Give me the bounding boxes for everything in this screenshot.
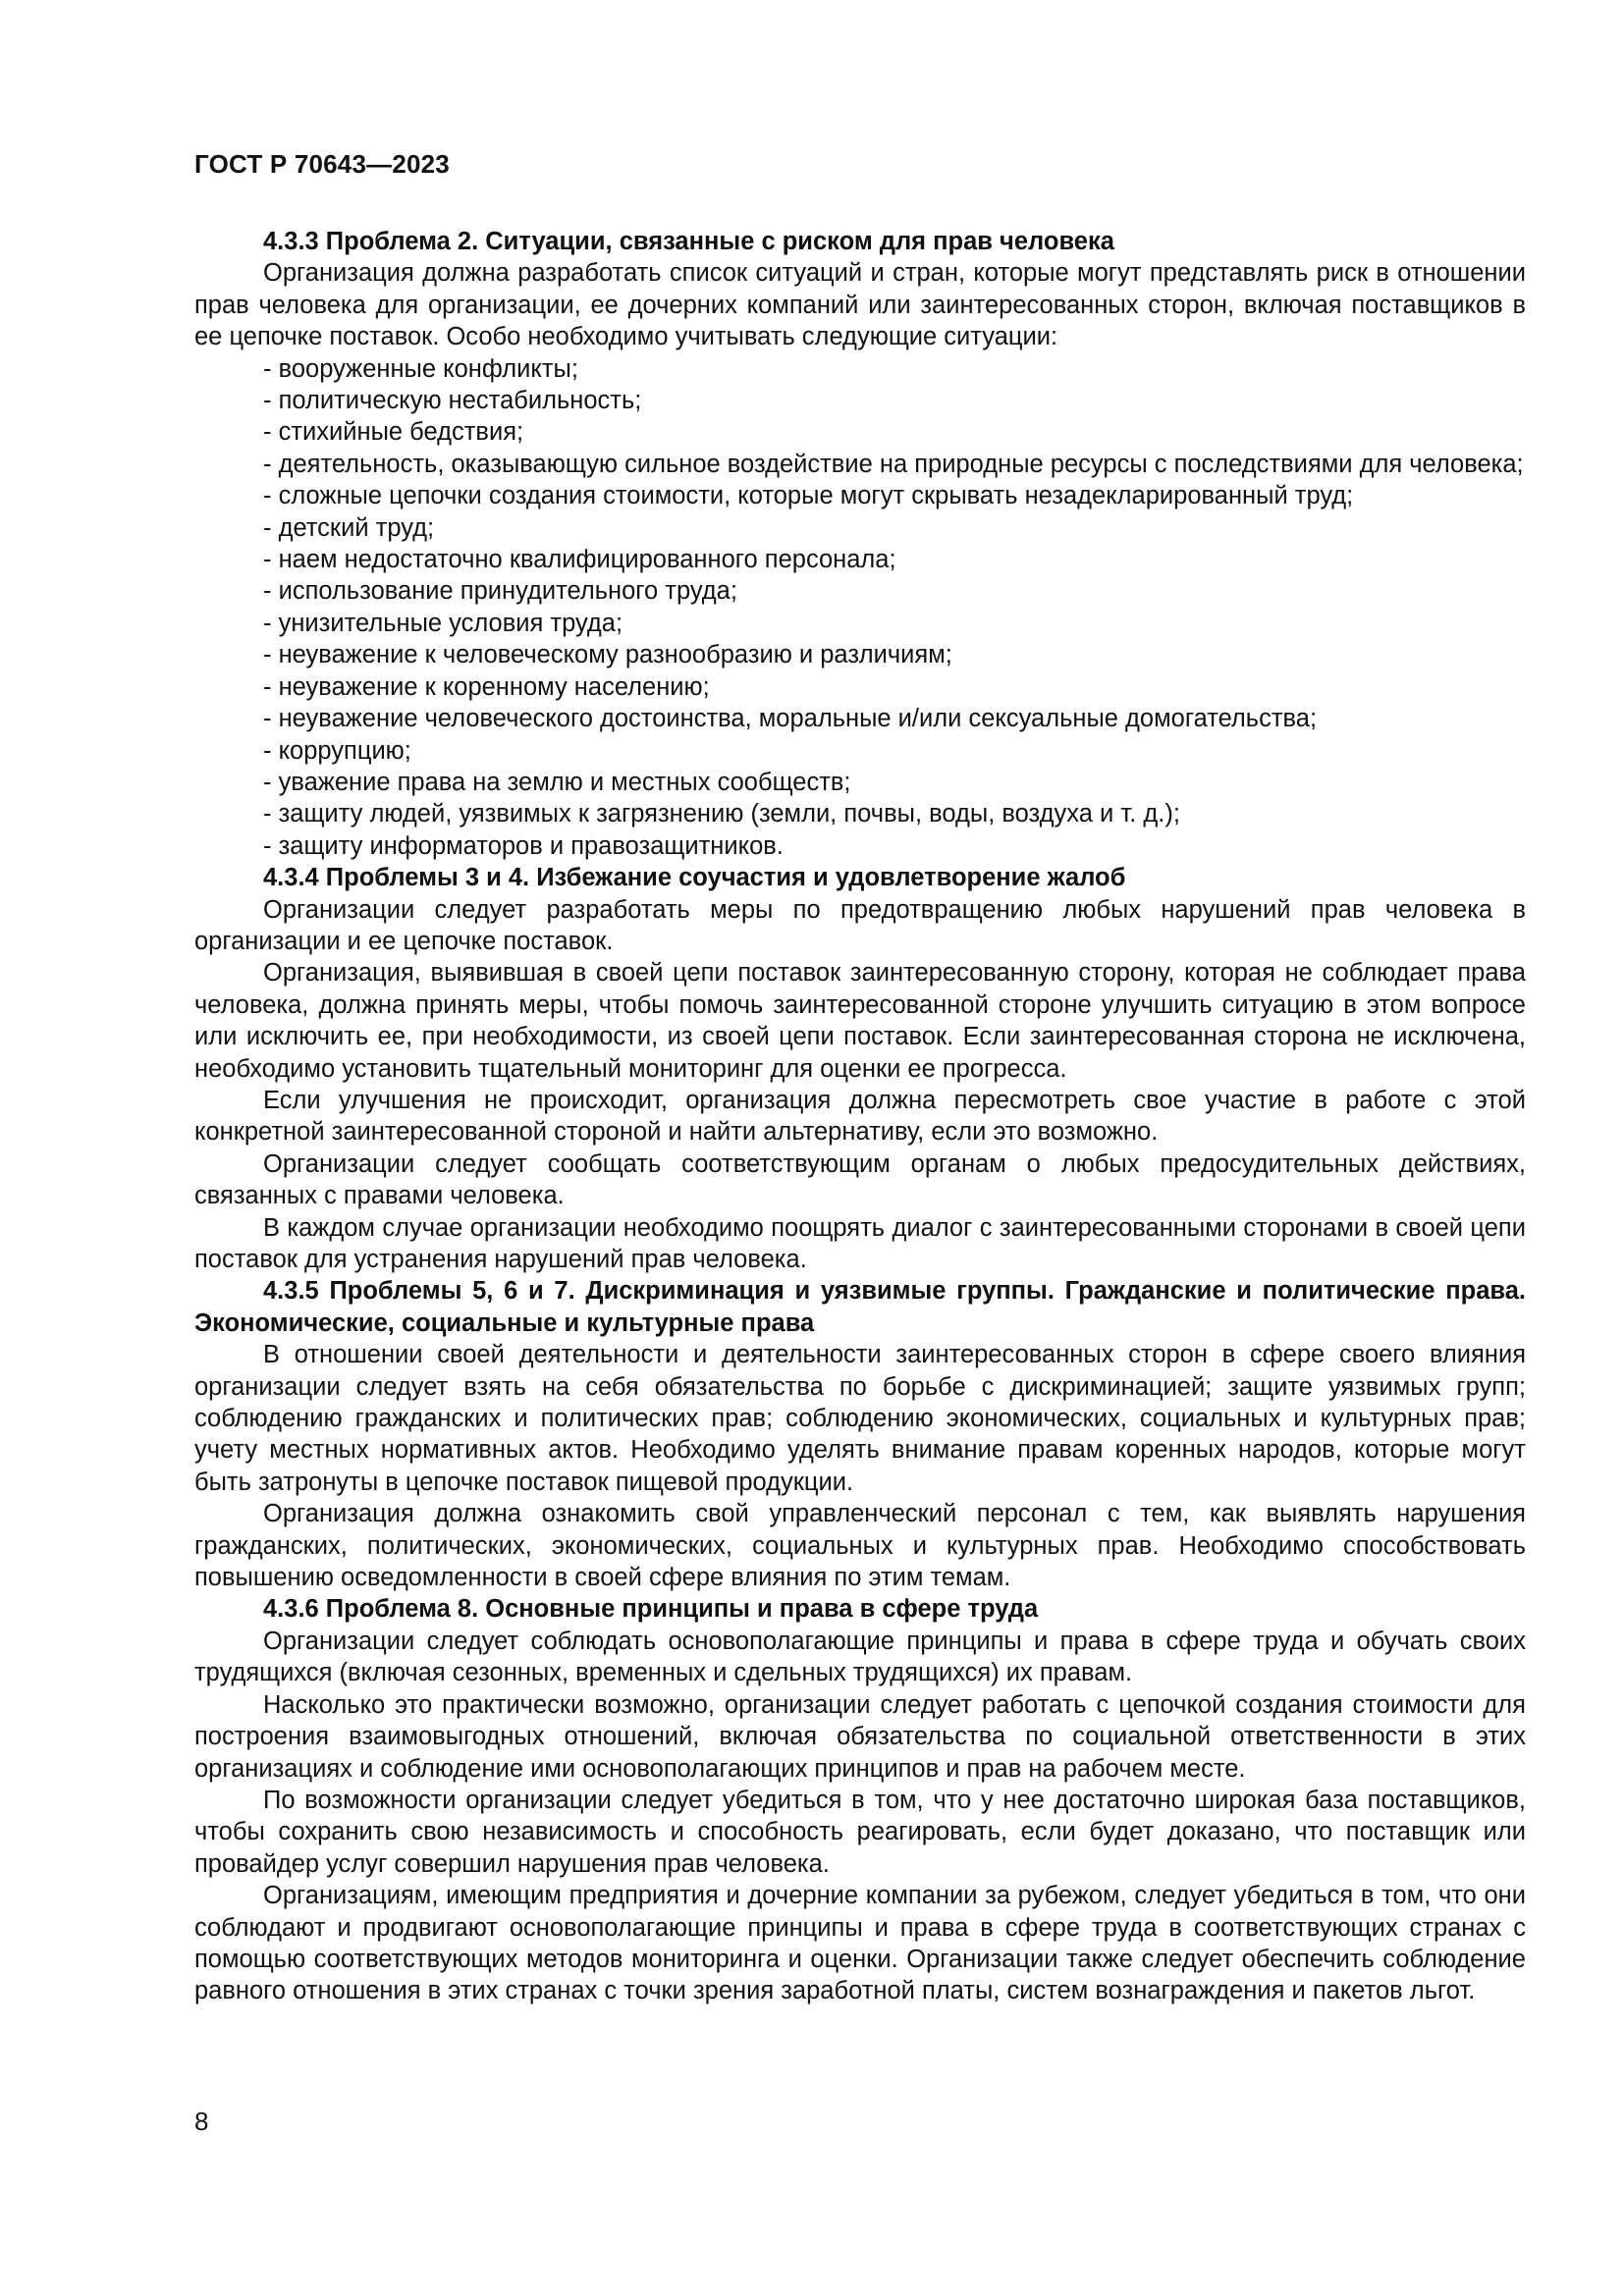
list-item: - наем недостаточно квалифицированного персонала; xyxy=(263,546,896,574)
list-item: - стихийные бедствия; xyxy=(263,418,524,447)
list-item: - защиту людей, уязвимых к загрязнению (земли, почвы, воды, воздуха и т. д.); xyxy=(263,800,1180,828)
list-item: - деятельность, оказывающую сильное воздействие на природные ресурсы с последствиями для человека; xyxy=(263,450,1524,478)
paragraph: Организация должна ознакомить свой управленческий персонал с тем, как выявлять нарушения гражданских, политических, экономических, социальных и культурных прав. Необходимо способствовать повышению осведомленности в своей сфере влияния по этим темам. xyxy=(194,1500,1526,1592)
page-number: 8 xyxy=(194,2107,209,2136)
section-4-3-3-intro: Организация должна разработать список ситуаций и стран, которые могут представлять риск в отношении прав человека для организации, ее дочерних компаний или заинтересованных сторон, включая поставщиков в ее цепочке поставок. Особо необходимо учитывать следующие ситуации: xyxy=(194,259,1526,351)
list-item: - политическую нестабильность; xyxy=(263,387,642,415)
paragraph: Организации следует соблюдать основополагающие принципы и права в сфере труда и обучать своих трудящихся (включая сезонных, временных и сдельных трудящихся) их правам. xyxy=(194,1627,1526,1687)
section-heading-4-3-5: 4.3.5 Проблемы 5, 6 и 7. Дискриминация и уязвимые группы. Гражданские и политические права. Экономические, социальные и культурные права xyxy=(194,1277,1526,1337)
paragraph: Организации следует разработать меры по предотвращению любых нарушений прав человека в организации и ее цепочке поставок. xyxy=(194,895,1526,955)
list-item: - вооруженные конфликты; xyxy=(263,354,578,383)
paragraph: Если улучшения не происходит, организация должна пересмотреть свое участие в работе с этой конкретной заинтересованной стороной и найти альтернативу, если это возможно. xyxy=(194,1086,1526,1147)
list-item: - неуважение к человеческому разнообразию и различиям; xyxy=(263,641,952,669)
section-heading-4-3-6: 4.3.6 Проблема 8. Основные принципы и права в сфере труда xyxy=(263,1595,1039,1624)
list-item: - защиту информаторов и правозащитников. xyxy=(263,831,784,860)
paragraph: В каждом случае организации необходимо поощрять диалог с заинтересованными сторонами в своей цепи поставок для устранения нарушений прав человека. xyxy=(194,1213,1526,1273)
section-heading-4-3-4: 4.3.4 Проблемы 3 и 4. Избежание соучастия и удовлетворение жалоб xyxy=(263,864,1126,892)
list-item: - сложные цепочки создания стоимости, которые могут скрывать незадекларированный труд; xyxy=(263,482,1354,510)
paragraph: Насколько это практически возможно, организации следует работать с цепочкой создания стоимости для построения взаимовыгодных отношений, включая обязательства по социальной ответственности в этих организациях и соблюдение ими основополагающих принципов и прав на рабочем месте. xyxy=(194,1690,1526,1783)
list-item: - детский труд; xyxy=(263,513,435,542)
list-item: - унизительные условия труда; xyxy=(263,609,623,637)
list-item: - уважение права на землю и местных сообществ; xyxy=(263,768,851,796)
document-body xyxy=(194,226,1526,2007)
list-item: - неуважение человеческого достоинства, моральные и/или сексуальные домогательства; xyxy=(263,705,1318,733)
list-item: - неуважение к коренному населению; xyxy=(263,672,710,701)
paragraph: Организация, выявившая в своей цепи поставок заинтересованную сторону, которая не соблюдает права человека, должна принять меры, чтобы помочь заинтересованной стороне улучшить ситуацию в этом вопросе или исключить ее, при необходимости, из своей цепи поставок. Если заинтересованная сторона не исключена, необходимо установить тщательный мониторинг для оценки ее прогресса. xyxy=(194,959,1526,1083)
standard-code-header: ГОСТ Р 70643—2023 xyxy=(194,149,450,179)
paragraph: В отношении своей деятельности и деятельности заинтересованных сторон в сфере своего влияния организации следует взять на себя обязательства по борьбе с дискриминацией; защите уязвимых групп; соблюдению гражданских и политических прав; соблюдению экономических, социальных и культурных прав; учету местных нормативных актов. Необходимо уделять внимание правам коренных народов, которые могут быть затронуты в цепочке поставок пищевой продукции. xyxy=(194,1341,1526,1496)
list-item: - коррупцию; xyxy=(263,736,411,765)
list-item: - использование принудительного труда; xyxy=(263,577,737,606)
paragraph: По возможности организации следует убедиться в том, что у нее достаточно широкая база поставщиков, чтобы сохранить свою независимость и способность реагировать, если будет доказано, что поставщик или провайдер услуг совершил нарушения прав человека. xyxy=(194,1786,1526,1878)
paragraph: Организации следует сообщать соответствующим органам о любых предосудительных действиях, связанных с правами человека. xyxy=(194,1149,1526,1210)
section-heading-4-3-3: 4.3.3 Проблема 2. Ситуации, связанные с риском для прав человека xyxy=(263,228,1114,255)
paragraph: Организациям, имеющим предприятия и дочерние компании за рубежом, следует убедиться в том, что они соблюдают и продвигают основополагающие принципы и права в сфере труда в соответствующих странах с помощью соответствующих методов мониторинга и оценки. Организации также следует обеспечить соблюдение равного отношения в этих странах с точки зрения заработной платы, систем вознаграждения и пакетов льгот. xyxy=(194,1882,1526,2005)
